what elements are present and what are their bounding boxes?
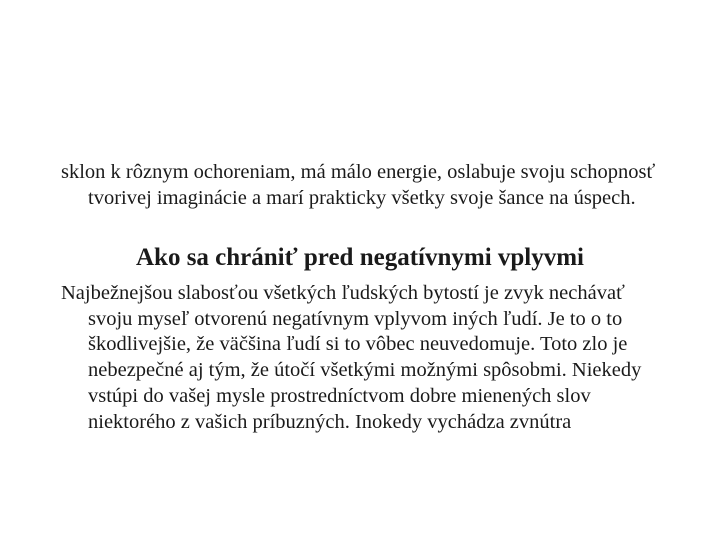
intro-paragraph: sklon k rôznym ochoreniam, má málo energie, oslabuje svoju schopnosť tvorivej imaginácie a marí prakticky všetky svoje šance na úspech. <box>61 161 656 209</box>
body-paragraph: Najbežnejšou slabosťou všetkých ľudských bytostí je zvyk nechávať svoju myseľ otvorenú negatívnym vplyvom iných ľudí. Je to o to škodlivejšie, že väčšina ľudí si to vôbec neuvedomuje. Toto zlo je nebezpečné aj tým, že útočí všetkými možnými spôsobmi. Niekedy vstúpi do vašej mysle prostredníctvom dobre mienených slov niektorého z vašich príbuzných. Inokedy vychádza zvnútra <box>61 282 642 433</box>
section-heading: Ako sa chrániť pred negatívnymi vplyvmi <box>135 244 585 271</box>
